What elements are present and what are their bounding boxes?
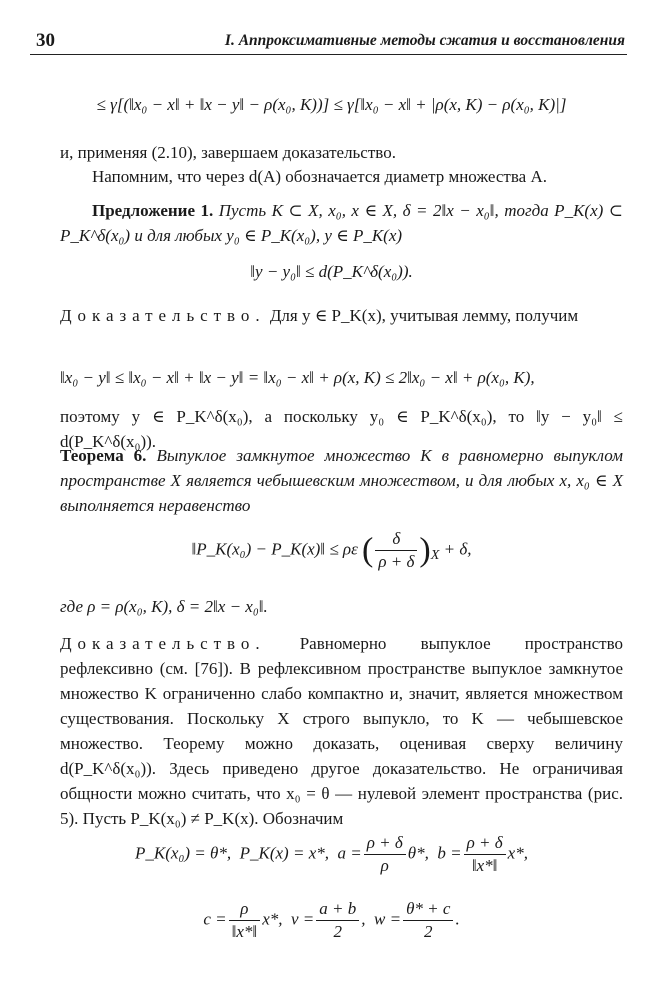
def-b-den: ‖x*‖ — [471, 856, 498, 875]
def-b-fraction — [464, 832, 506, 877]
left-paren: ( — [362, 531, 374, 569]
def-c-num: ρ — [229, 898, 261, 921]
equation-top-text: ≤ γ[(‖x₀ − x‖ + ‖x − y‖ − ρ(x₀, K))] ≤ γ[‖x₀ − x‖ + |ρ(x, K) − ρ(x₀, K)|] — [96, 95, 567, 114]
proof-1 — [60, 303, 623, 328]
theorem-fraction — [375, 528, 417, 573]
right-paren: ) — [419, 531, 431, 569]
theorem-formula — [40, 528, 623, 573]
proposition-label: Предложение 1. — [92, 201, 214, 220]
def-pkx: P_K(x) = x*, — [239, 843, 329, 863]
proof-1-text: Для y ∈ P_K(x), учитывая лемму, получим — [269, 306, 579, 325]
proof-1-formula — [60, 368, 623, 388]
def-c-tail: x*, — [262, 909, 283, 929]
definitions-row-1 — [40, 832, 623, 877]
proof-2-label: Доказательство. — [60, 634, 266, 653]
def-v-lhs: v = — [290, 909, 315, 929]
proof-2 — [60, 631, 623, 831]
def-b-lhs: b = — [437, 843, 462, 863]
def-b-num: ρ + δ — [464, 832, 506, 855]
def-w-fraction — [403, 898, 453, 943]
theorem-formula-lhs: ‖P_K(x₀) − P_K(x)‖ ≤ ρε — [191, 539, 358, 559]
def-c-fraction — [229, 898, 261, 943]
theorem-statement: Выпуклое замкнутое множество K в равномерно выпуклом пространстве X является чебышевским множеством, и для любых x, x₀ ∈ X выполняется неравенство — [60, 446, 624, 515]
theorem-subscript: X — [430, 546, 440, 563]
def-a-lhs: a = — [337, 843, 362, 863]
def-a-fraction — [364, 832, 406, 877]
def-w-lhs: w = — [374, 909, 402, 929]
proof-1-label: Доказательство. — [60, 306, 266, 325]
def-w-den: 2 — [424, 922, 433, 941]
recall-line: Напомним, что через d(A) обозначается диаметр множества A. — [92, 167, 547, 186]
proof-2-text: Равномерно выпуклое пространство рефлексивно (см. [76]). В рефлексивном пространстве выпуклое замкнутое множество K ограниченно слабо компактно и, значит, является множеством существования. Поскольку X строго выпукло, то K — чебышевское множество. Теорему можно доказать, оценивая сверху величину d(P_K^δ(x₀)). Здесь приведено другое доказательство. Не ограничивая общности можно считать, что x₀ = θ — нулевой элемент пространства (рис. 5). Пусть P_K(x₀) ≠ P_K(x). Обозначим — [60, 634, 623, 828]
theorem-formula-rhs: + δ, — [443, 539, 472, 559]
running-title: I. Аппроксимативные методы сжатия и восстановления — [224, 32, 625, 49]
def-a-num: ρ + δ — [364, 832, 406, 855]
proposition-statement: Пусть K ⊂ X, x₀, x ∈ X, δ = 2‖x − x₀‖, тогда P_K(x) ⊂ P_K^δ(x₀) и для любых y₀ ∈ P_K(x₀), y ∈ P_K(x) — [60, 201, 623, 245]
theorem — [60, 443, 623, 518]
page-header — [30, 28, 627, 55]
def-w-tail: . — [455, 909, 460, 929]
proof-1-formula-text: ‖x₀ − y‖ ≤ ‖x₀ − x‖ + ‖x − y‖ = ‖x₀ − x‖ + ρ(x, K) ≤ 2‖x₀ − x‖ + ρ(x₀, K), — [60, 368, 535, 387]
proposition — [60, 198, 623, 248]
equation-top — [40, 95, 623, 115]
finish-line: и, применяя (2.10), завершаем доказательство. — [60, 143, 396, 162]
def-v-num: a + b — [316, 898, 359, 921]
def-w-num: θ* + c — [403, 898, 453, 921]
theorem-frac-num: δ — [375, 528, 417, 551]
def-c-den: ‖x*‖ — [231, 922, 258, 941]
def-b-tail: x*, — [507, 843, 528, 863]
definitions-row-2 — [40, 898, 623, 943]
proposition-formula-text: ‖y − y₀‖ ≤ d(P_K^δ(x₀)). — [250, 262, 413, 281]
def-v-fraction — [316, 898, 359, 943]
theorem-where: где ρ = ρ(x₀, K), δ = 2‖x − x₀‖. — [60, 597, 268, 616]
def-pkx0: P_K(x₀) = θ*, — [135, 843, 232, 863]
def-a-den: ρ — [380, 856, 389, 875]
proof-1-conclusion: поэтому y ∈ P_K^δ(x₀), а поскольку y₀ ∈ P_K^δ(x₀), то ‖y − y₀‖ ≤ d(P_K^δ(x₀)). — [60, 407, 623, 451]
def-v-tail: , — [361, 909, 366, 929]
theorem-label: Теорема 6. — [60, 446, 147, 465]
theorem-frac-den: ρ + δ — [378, 552, 415, 571]
def-v-den: 2 — [333, 922, 342, 941]
page-number: 30 — [36, 30, 55, 51]
proposition-formula — [40, 262, 623, 282]
def-c-lhs: c = — [203, 909, 227, 929]
def-a-tail: θ*, — [407, 843, 429, 863]
